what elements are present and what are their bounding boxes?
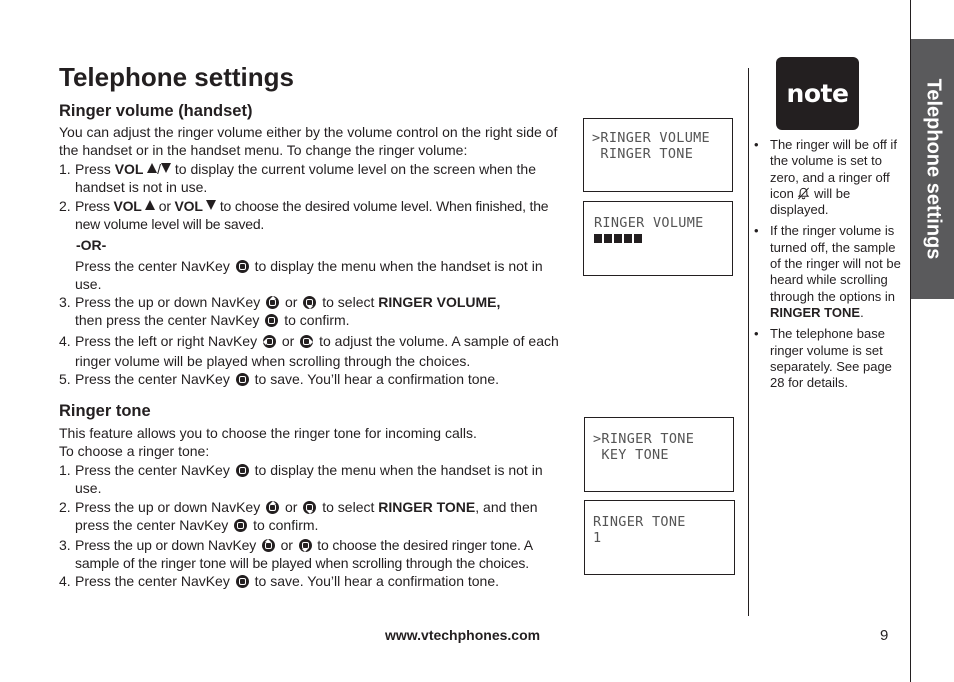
navkey-center-icon [265,314,278,327]
rv-step-3: 3. Press the up or down NavKey or to select RINGER VOLUME, then press the center NavKey to confirm. [59,294,501,328]
navkey-center-icon [236,464,249,477]
up-triangle-icon [147,163,157,173]
or-label: -OR- [76,237,107,253]
ringer-off-icon [797,187,810,200]
ringer-volume-intro: You can adjust the ringer volume either by the volume control on the right side of the handset or in the handset menu. To change the ringer volume: [59,124,558,158]
navkey-center-icon [236,575,249,588]
navkey-center-icon [236,373,249,386]
rt-step-3: 3. Press the up or down NavKey or to choose the desired ringer tone. A sample of the ringer tone will be played when scrolling through the choices. [59,537,533,571]
ringer-tone-intro-2: To choose a ringer tone: [59,443,210,459]
rt-step-4: 4. Press the center NavKey to save. You’ll hear a confirmation tone. [59,573,500,589]
navkey-center-icon [234,519,247,532]
note-badge: note [776,57,859,130]
note-item: • The telephone base ringer volume is set separately. See page 28 for details. [753,326,903,391]
note-item: • The ringer will be off if the volume is set to zero, and a ringer off icon will be displayed. [753,137,903,218]
rv-step-1: 1. Press VOL / to display the current volume level on the screen when the handset is not in use. [59,161,536,195]
navkey-center-icon [236,260,249,273]
navkey-right-icon [300,335,313,348]
page-number: 9 [880,627,889,644]
side-tab: Telephone settings [911,39,954,299]
note-list [753,137,903,396]
ringer-tone-intro-1: This feature allows you to choose the ringer tone for incoming calls. [59,425,477,441]
lcd-screen-ringer-tone: RINGER TONE 1 [584,500,735,575]
footer-url: www.vtechphones.com [385,627,541,643]
navkey-up-icon [262,539,275,552]
column-divider [748,68,749,616]
volume-bar [594,234,602,243]
rv-step-4: 4. Press the left or right NavKey or to adjust the volume. A sample of each ringer volume will be played when scrolling through the choices. [59,333,559,369]
lcd-screen-menu-volume: >RINGER VOLUME RINGER TONE [583,118,733,192]
section-heading-ringer-tone: Ringer tone [59,402,151,420]
down-triangle-icon [206,200,216,210]
down-triangle-icon [161,163,171,173]
rt-step-1: 1. Press the center NavKey to display the menu when the handset is not in use. [59,462,543,496]
navkey-up-icon [266,501,279,514]
volume-level-bars [594,234,732,243]
page-title: Telephone settings [59,62,294,92]
up-triangle-icon [145,200,155,210]
volume-bar [614,234,622,243]
navkey-down-icon [303,501,316,514]
note-item: • If the ringer volume is turned off, the sample of the ringer will not be heard while scrolling through the options in RINGER TONE. [753,223,903,321]
navkey-up-icon [266,296,279,309]
lcd-screen-ringer-volume: RINGER VOLUME [583,201,733,276]
navkey-left-icon [263,335,276,348]
navkey-down-icon [299,539,312,552]
rv-alt-step: Press the center NavKey to display the menu when the handset is not in use. [75,258,543,292]
rv-step-5: 5. Press the center NavKey to save. You’ll hear a confirmation tone. [59,371,500,387]
rv-step-2: 2. Press VOL or VOL to choose the desired volume level. When finished, the new volume level will be saved. [59,198,549,232]
volume-bar [624,234,632,243]
lcd-screen-menu-tone: >RINGER TONE KEY TONE [584,417,734,492]
volume-bar [634,234,642,243]
navkey-down-icon [303,296,316,309]
volume-bar [604,234,612,243]
rt-step-2: 2. Press the up or down NavKey or to select RINGER TONE, and then press the center NavKey to confirm. [59,499,538,533]
section-heading-ringer-volume: Ringer volume (handset) [59,102,253,120]
